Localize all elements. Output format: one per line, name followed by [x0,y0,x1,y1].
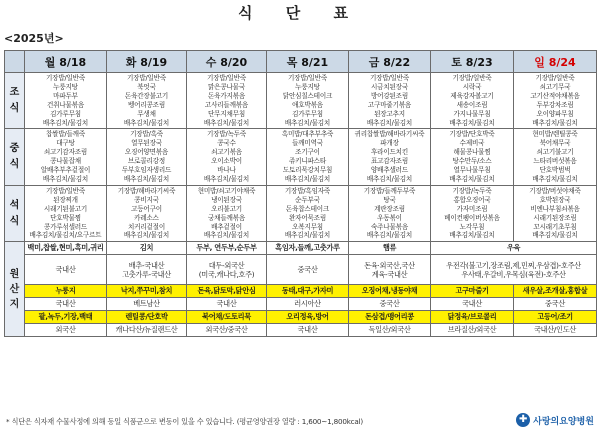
menu-item: 오이양파무침 [536,109,574,118]
menu-item: 고구마줄기볶음 [367,100,412,109]
meal-label: 조 식 [5,73,25,129]
menu-item: 된장찌개 [53,195,78,204]
origin-label: 원 산 지 [5,242,25,337]
menu-item: 고등어구이 [131,204,162,213]
menu-item: 수제비국 [459,139,485,148]
menu-item: 북어채무국 [539,139,571,148]
origin-item: 흑임자,들깨,고춧가루 [267,242,349,255]
menu-cell [187,185,267,241]
menu-item: 콩비지국 [134,195,159,204]
origin-item: 팥,녹두,기장,백태 [25,311,107,324]
origin-item: 낙지,쭈꾸미,참치 [107,285,187,298]
day-header: 화 8/19 [107,51,187,73]
menu-item: 꼬시래기초무침 [533,222,577,231]
menu-cell [431,129,514,185]
menu-item: 애호박볶음 [292,100,323,109]
hospital-logo [516,413,594,427]
origin-value: 국내산 [431,298,514,311]
menu-item: 제육강자볼고기 [450,91,494,100]
menu-item: 쇠고기감자조림 [43,148,88,157]
menu-item: 맑은콩나물국 [207,82,246,91]
menu-item: 배추김치/물김치 [449,231,495,240]
menu-item: 표고감자조림 [370,157,409,166]
origin-value: 중국산 [267,255,349,285]
menu-item: 돈육찹스테이크 [285,204,330,213]
menu-cell [107,129,187,185]
meal-label: 중 식 [5,129,25,185]
menu-item: 배추김치/물김치 [366,118,413,127]
menu-item: 기장밥/흑죽 [130,130,163,139]
origin-item: 렌틸콩/단호박 [107,311,187,324]
menu-item: 배추김치/물김치 [366,174,413,183]
origin-item: 누룽지 [25,285,107,298]
menu-item: 두부호임자생리드 [121,166,172,175]
origin-item: 돈육,닭토막,닭안심 [187,285,267,298]
menu-item: 느타리버섯볶음 [533,157,577,166]
menu-item: 파개장 [380,139,399,148]
day-header: 금 8/22 [349,51,431,73]
menu-item: 누룽지탕 [53,82,78,91]
origin-item: 고구마줄기 [431,285,514,298]
menu-item: 건취나물볶음 [46,100,85,109]
menu-item: 콩나물잡채 [50,157,81,166]
menu-item: 돈육가지볶음 [207,91,246,100]
menu-item: 오복지무침 [292,222,323,231]
menu-cell [514,185,597,241]
menu-item: 쇠고기불고기 [536,148,574,157]
menu-item: 알배추부추겉절이 [40,166,91,175]
menu-item: 기장밥/흑임자죽 [284,186,331,195]
origin-value: 우전각(불고기,장조림,제,민찌,우삼겹)-호주산 우사태,우갈비,우목심(육전)-호주산 [431,255,597,285]
origin-item: 두부, 연두부,순두부 [187,242,267,255]
menu-item: 두부강차조림 [536,100,574,109]
menu-item: 카레소스 [134,213,159,222]
menu-cell [514,129,597,185]
menu-item: 바나나 [217,166,236,175]
menu-item: 배추김치/물김치 [284,231,331,240]
menu-item: 누룽지탕 [295,82,320,91]
menu-item: 시락국 [462,82,482,91]
menu-item: 기장밥/녹두죽 [452,186,492,195]
menu-item: 가자미조림 [456,204,488,213]
day-header: 수 8/20 [187,51,267,73]
menu-cell [107,73,187,129]
hospital-name: 사랑의요양병원 [533,416,594,427]
menu-cell [514,73,597,129]
day-header: 목 8/21 [267,51,349,73]
menu-item: 기장밥/일반죽 [287,74,328,82]
menu-item: 콩국수 [217,139,236,148]
origin-item: 오리정육,방어 [267,311,349,324]
menu-item: 들깨미역국 [292,139,323,148]
origin-value: 국내산 [25,255,107,285]
menu-item: 순두부국 [295,195,320,204]
menu-item: 궁채들깨볶음 [207,213,246,222]
menu-item: 우동볶이 [377,213,402,222]
origin-item: 햄류 [349,242,431,255]
menu-item: 기장밥/일반죽 [45,74,86,82]
menu-cell [431,73,514,129]
menu-item: 도토리묵강치무침 [282,166,333,175]
menu-item: 오리불고기 [211,204,242,213]
menu-item: 배추김치/물김치 [123,174,170,183]
menu-cell [349,73,431,129]
origin-item: 백미,찹쌀,현미,흑미,귀리 [25,242,107,255]
menu-item: 배추김치/물김치 [42,118,89,127]
menu-item: 배추김치/물김치 [203,118,250,127]
menu-item: 배추김치/물김치 [449,174,495,183]
corner-cell [5,51,25,73]
menu-item: 홍합오징어국 [453,195,491,204]
menu-item: 방어강된조림 [370,91,409,100]
menu-cell [349,129,431,185]
menu-item: 브로콜리강정 [127,157,166,166]
origin-value: 외국산 [25,324,107,337]
origin-item: 동태,대구,가자미 [267,285,349,298]
menu-item: 시래기된장조림 [533,213,577,222]
menu-table [4,50,597,337]
menu-item: 숙주나물볶음 [370,222,409,231]
menu-item: 기장밥/일반죽 [45,186,86,195]
origin-item: 새우살,조개살,홍합살 [514,285,597,298]
menu-item: 기장밥/들깨두부죽 [363,186,416,195]
menu-item: 시래기된불고기 [43,204,88,213]
day-header: 월 8/18 [25,51,107,73]
day-header: 토 8/23 [431,51,514,73]
menu-item: 비엔나부침쇠볶음 [530,204,580,213]
origin-value: 브라질산/외국산 [431,324,514,337]
menu-item: 배추김치/물김치 [532,174,578,183]
menu-item: 열무나물무침 [453,166,491,175]
menu-cell [267,129,349,185]
menu-item: 노각무침 [459,222,485,231]
origin-value: 돈육·외국산,국산 계육-국내산 [349,255,431,285]
menu-item: 치커리겉절이 [127,222,166,231]
menu-item: 기장밥/해바라기씨죽 [117,186,176,195]
menu-item: 배추김치/물김치 [532,118,578,127]
menu-item: 닭안심칠스테이크 [282,91,333,100]
menu-cell [267,185,349,241]
menu-item: 배추김치/물김치 [203,174,250,183]
menu-item: 탕국 [383,195,396,204]
menu-item: 기장밥/일반죽 [535,74,575,82]
menu-item: 단무지채무침 [207,109,246,118]
menu-item: 오이소박이 [211,157,242,166]
origin-value: 베트남산 [107,298,187,311]
origin-item: 고등어/조기 [514,311,597,324]
menu-cell [107,185,187,241]
menu-item: 기장밥/일반죽 [126,74,167,82]
menu-item: 해물콩나물찜 [453,148,491,157]
menu-item: 된장고추지 [374,109,405,118]
year-label: <2025년> [4,32,64,45]
menu-item: 완자어묵조림 [288,213,327,222]
menu-item: 쥬키니파스타 [288,157,327,166]
menu-item: 흑미밥/대추부추죽 [281,130,334,139]
menu-item: 조기구이 [295,148,320,157]
menu-item: 배추김치/물김치 [532,231,578,240]
menu-cell [187,73,267,129]
origin-value: 외국산/중국산 [187,324,267,337]
menu-cell [431,185,514,241]
origin-value: 국내산 [267,324,349,337]
menu-item: 배추김치/물김치 [123,231,170,240]
menu-item: 귀리찹쌀밥/해바라기씨죽 [354,130,425,139]
origin-value: 캐나다산/뉴질랜드산 [107,324,187,337]
menu-cell [267,73,349,129]
menu-item: 김가루무침 [50,109,81,118]
page-title: 식 단 표 [238,4,362,22]
origin-item: 북어채/도토리묵 [187,311,267,324]
menu-item: 현미밥/렌틸콩죽 [532,130,578,139]
menu-item: 기장밥/단호박죽 [449,130,495,139]
menu-item: 배추김치/물김치 [284,118,331,127]
cross-icon: ✚ [516,413,530,427]
footer-note: * 식단은 식자재 수물사정에 의해 동일 식품군으로 변동이 있을 수 있습니다. (평균영양권장 열량 : 1,600~1,800kcal) [6,417,364,426]
menu-item: 기장밥/일반죽 [452,74,492,82]
menu-item: 북엇국 [137,82,156,91]
menu-item: 배추김치/물김치 [42,174,89,183]
menu-cell [187,129,267,185]
menu-item: 후라이드치킨 [370,148,409,157]
menu-item: 기장밥/일반죽 [206,74,247,82]
origin-value: 국내산 [25,298,107,311]
menu-item: 양배추샐러드 [370,166,409,175]
menu-item: 배추김치/물김치 [123,118,170,127]
menu-item: 호박된장국 [539,195,571,204]
menu-item: 계란장조림 [374,204,405,213]
day-header-sunday: 일 8/24 [514,51,597,73]
menu-item: 기장밥/버섯야채죽 [529,186,581,195]
menu-item: 가지나물무침 [453,109,491,118]
menu-cell [349,185,431,241]
origin-value: 국내산/인도산 [514,324,597,337]
origin-value: 배추-국내산 고춧가루-국내산 [107,255,187,285]
menu-item: 김가루무침 [292,109,323,118]
origin-value: 러시아산 [267,298,349,311]
menu-item: 대구탕 [56,139,75,148]
menu-item: 쇠고기볶음 [211,148,242,157]
menu-cell [25,73,107,129]
origin-value: 국내산 [187,298,267,311]
origin-item: 돈삼겹/맹어리콩 [349,311,431,324]
menu-item: 현미밥/쇠고기야채죽 [197,186,256,195]
origin-item: 오징어채,냉동야채 [349,285,431,298]
menu-item: 배추김치/물김치 [449,118,495,127]
menu-item: 무생채 [137,109,156,118]
origin-item: 김치 [107,242,187,255]
menu-item: 베이컨팽이버섯볶음 [444,213,500,222]
menu-item: 배추김치/물김치/요구르트 [29,231,102,240]
menu-item: 배추김치/물김치 [284,174,331,183]
menu-item: 고기산적야채볶음 [530,91,580,100]
menu-item: 배추겉절이 [211,222,242,231]
menu-item: 돈육간장불고기 [124,91,169,100]
menu-item: 냉이된장국 [211,195,242,204]
menu-item: 시금치된장국 [370,82,409,91]
origin-value: 중국산 [349,298,431,311]
menu-item: 콩가루섞샐러드 [43,222,88,231]
menu-cell [25,185,107,241]
menu-item: 열무된장국 [131,139,162,148]
menu-item: 기장밥/녹두죽 [206,130,247,139]
menu-item: 오징어양면볶음 [124,148,169,157]
origin-item: 우육 [431,242,597,255]
menu-item: 배추김치/물김치 [203,231,250,240]
menu-item: 마파두부 [53,91,78,100]
menu-item: 단호박범벅 [539,166,571,175]
menu-item: 새송이조림 [456,100,488,109]
menu-cell [25,129,107,185]
menu-item: 고사리들깨볶음 [204,100,249,109]
origin-item: 닭정육/브로콜리 [431,311,514,324]
menu-item: 쇠고기무국 [539,82,571,91]
menu-item: 기장밥/일반죽 [369,74,410,82]
origin-value: 중국산 [514,298,597,311]
menu-item: 배추김치/물김치 [366,231,413,240]
menu-item: 벵어리콩조림 [127,100,166,109]
menu-item: 탕수만두/소스 [452,157,492,166]
origin-value: 대두-외국산 (미국,캐나다,호주) [187,255,267,285]
origin-value: 독일산/외국산 [349,324,431,337]
menu-item: 찹쌀밥/들깨죽 [45,130,86,139]
meal-label: 석 식 [5,185,25,241]
menu-item: 단호박물찜 [50,213,81,222]
